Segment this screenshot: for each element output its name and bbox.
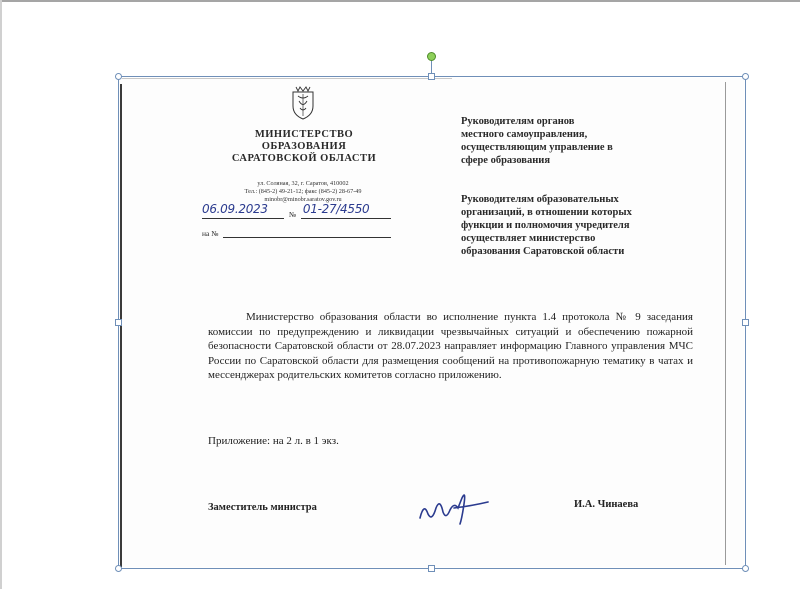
number-prefix: №	[288, 210, 297, 219]
ministry-name-line: ОБРАЗОВАНИЯ	[261, 141, 347, 152]
rotate-handle-icon[interactable]	[427, 52, 436, 61]
resize-handle-right[interactable]	[742, 319, 749, 326]
addressee-line: местного самоуправления,	[461, 129, 588, 140]
letter-body-text: Министерство образования области во исполнение пункта 1.4 протокола № 9 заседания комиссии по предупреждению и ликвидации чрезвычайных ситуаций и обеспечению пожарной безопасности Саратовской области от 28.07.2023 направляет информацию Главного управления МЧС России по Саратовской области для размещения сообщений на противопожарную тематику в чатах и мессенджерах родительских комитетов согласно приложению.	[208, 311, 693, 381]
handwritten-number: 01-27/4550	[302, 202, 370, 216]
resize-handle-bottom-right[interactable]	[742, 565, 749, 572]
ministry-name-line: САРАТОВСКОЙ ОБЛАСТИ	[231, 153, 377, 164]
resize-handle-top[interactable]	[428, 73, 435, 80]
addressee-line: организаций, в отношении которых	[461, 207, 632, 218]
attachment-note: Приложение: на 2 л. в 1 экз.	[208, 435, 339, 447]
rotation-stem	[431, 59, 432, 73]
addressee-line: Руководителям органов	[461, 116, 575, 127]
contact-address: ул. Соляная, 32, г. Саратов, 410002	[257, 180, 349, 187]
addressee-line: Руководителям образовательных	[461, 194, 619, 205]
resize-handle-bottom[interactable]	[428, 565, 435, 572]
handwritten-date: 06.09.2023	[202, 202, 268, 216]
image-selection-frame[interactable]	[118, 76, 746, 569]
signatory-role: Заместитель министра	[208, 502, 317, 513]
addressee-line: осуществляющим управление в	[461, 142, 613, 153]
resize-handle-top-left[interactable]	[115, 73, 122, 80]
window-top-border	[0, 0, 800, 2]
resize-handle-left[interactable]	[115, 319, 122, 326]
signatory-name: И.А. Чинаева	[574, 499, 639, 510]
ministry-name-line: МИНИСТЕРСТВО	[254, 129, 354, 140]
addressee-line: осуществляет министерство	[461, 233, 596, 244]
contact-phone: Тел.: (845-2) 49-21-12; факс (845-2) 28-67-49	[244, 188, 362, 195]
resize-handle-bottom-left[interactable]	[115, 565, 122, 572]
addressee-line: сфере образования	[461, 155, 551, 166]
reference-prefix: на №	[202, 229, 219, 238]
resize-handle-top-right[interactable]	[742, 73, 749, 80]
addressee-line: образования Саратовской области	[461, 246, 625, 257]
contact-email: minobr@minobr.saratov.gov.ru	[264, 196, 342, 203]
addressee-line: функции и полномочия учредителя	[461, 220, 630, 231]
window-left-border	[0, 0, 2, 589]
